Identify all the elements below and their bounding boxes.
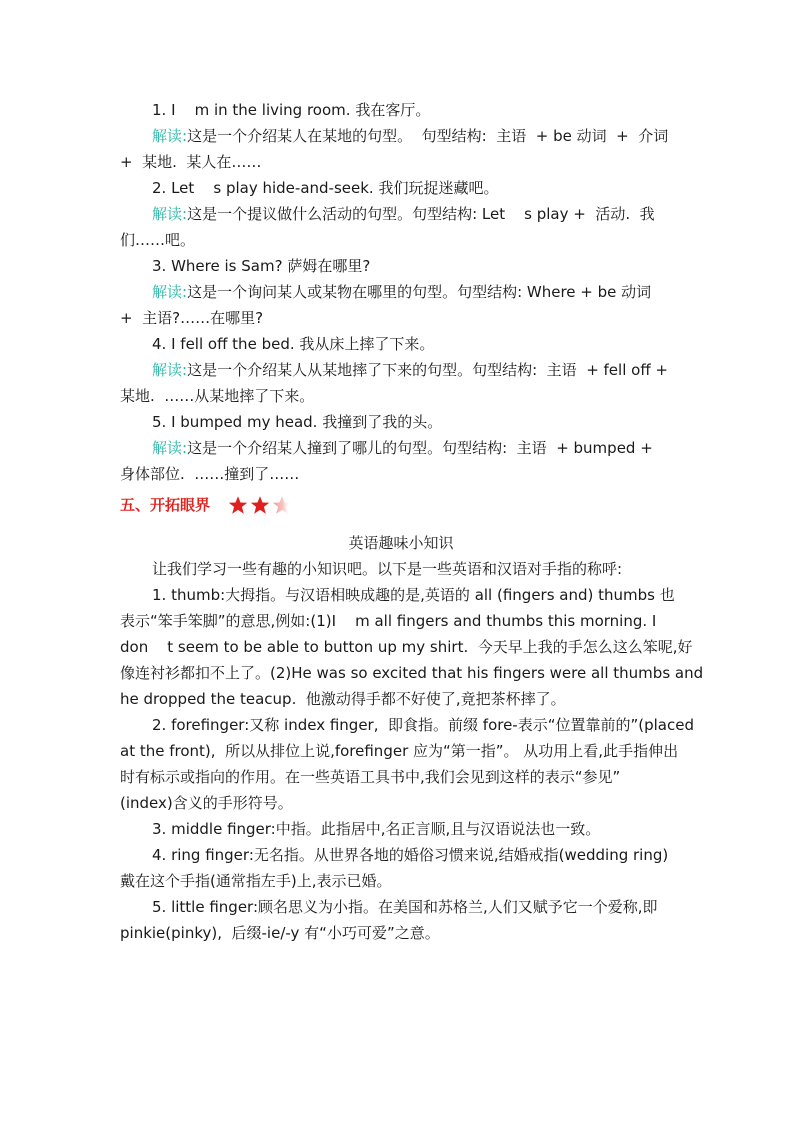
article-heading: 英语趣味小知识 [348,534,454,552]
sentence-chinese: 我们玩捉迷藏吧。 [378,179,499,197]
explanation-text: + 主语?……在哪里? [120,309,264,327]
article-line: 时有标示或指向的作用。在一些英语工具书中,我们会见到这样的表示“参见” [120,768,621,786]
explanation-line [120,435,682,461]
sentence-chinese: 萨姆在哪里? [287,257,371,275]
article-line: 表示“笨手笨脚”的意思,例如:(1)I m all fingers and thumbs this morning. I [120,612,657,630]
sentence-english: I m in the living room. [171,101,351,119]
article-line: he dropped the teacup. 他激动得手都不好使了,竟把茶杯摔了。 [120,690,566,708]
sentence-chinese: 我从床上摔了下来。 [299,335,435,353]
sentence-number: 2. [152,179,167,197]
article-line: at the front), 所以从排位上说,forefinger 应为“第一指”。 从功用上看,此手指伸出 [120,742,679,760]
sentence-line [120,409,682,435]
article-line: 5. little finger:顾名思义为小指。在美国和苏格兰,人们又赋予它一个爱称,即 [152,898,658,916]
star-half-icon [272,495,292,515]
explanation-text: 某地. ……从某地摔了下来。 [120,387,315,405]
article-line: 2. forefinger:又称 index finger, 即食指。前缀 fore-表示“位置靠前的”(placed [152,716,694,734]
article-line: 让我们学习一些有趣的小知识吧。以下是一些英语和汉语对手指的称呼: [152,560,623,578]
sentence-chinese: 我撞到了我的头。 [322,413,443,431]
article-line: 戴在这个手指(通常指左手)上,表示已婚。 [120,872,392,890]
article-line: pinkie(pinky), 后缀-ie/-y 有“小巧可爱”之意。 [120,924,440,942]
star-full-icon [228,495,248,515]
explanation-line [120,383,682,409]
star-full-icon [250,495,270,515]
sentence-line [120,97,682,123]
sentence-number: 1. [152,101,167,119]
section-title: 五、开拓眼界 [120,496,211,514]
section-heading [120,492,682,518]
explanation-line [120,461,682,487]
explanation-label: 解读: [152,127,188,145]
article-line: don t seem to be able to button up my shirt. 今天早上我的手怎么这么笨呢,好 [120,638,693,656]
sentence-line [120,175,682,201]
sentence-line [120,253,682,279]
article-line: 4. ring finger:无名指。从世界各地的婚俗习惯来说,结婚戒指(wedding ring) [152,846,669,864]
explanation-label: 解读: [152,283,188,301]
article-line: 1. thumb:大拇指。与汉语相映成趣的是,英语的 all (fingers and) thumbs 也 [152,586,675,604]
explanation-line [120,123,682,149]
sentence-number: 3. [152,257,167,275]
explanation-line [120,149,682,175]
sentence-english: Let s play hide-and-seek. [171,179,374,197]
explanation-line [120,305,682,331]
explanation-text: 这是一个介绍某人在某地的句型。 句型结构: 主语 + be 动词 + 介词 [187,127,669,145]
explanation-text: 们……吧。 [120,231,196,249]
sentence-english: Where is Sam? [171,257,283,275]
sentence-line [120,331,682,357]
article-body [120,556,704,946]
explanation-label: 解读: [152,361,188,379]
article-line: 像连衬衫都扣不上了。(2)He was so excited that his fingers were all thumbs and [120,664,704,682]
rating-stars [228,495,294,515]
explanation-text: 这是一个介绍某人从某地摔了下来的句型。句型结构: 主语 + fell off + [187,361,668,379]
sentence-english: I fell off the bed. [171,335,295,353]
explanation-label: 解读: [152,205,188,223]
document-page [120,97,704,946]
sentence-number: 5. [152,413,167,431]
explanation-label: 解读: [152,439,188,457]
explanation-line [120,279,682,305]
explanation-text: 这是一个询问某人或某物在哪里的句型。句型结构: Where + be 动词 [187,283,652,301]
explanation-line [120,357,682,383]
sentence-english: I bumped my head. [171,413,318,431]
explanation-text: 身体部位. ……撞到了…… [120,465,300,483]
explanation-line [120,201,682,227]
sentence-number: 4. [152,335,167,353]
article-line: (index)含义的手形符号。 [120,794,293,812]
explanation-text: 这是一个提议做什么活动的句型。句型结构: Let s play + 活动. 我 [187,205,655,223]
explanation-line [120,227,682,253]
explanation-text: + 某地. 某人在…… [120,153,262,171]
explanation-text: 这是一个介绍某人撞到了哪儿的句型。句型结构: 主语 + bumped + [187,439,653,457]
article-line: 3. middle finger:中指。此指居中,名正言顺,且与汉语说法也一致。 [152,820,601,838]
sentence-chinese: 我在客厅。 [355,101,431,119]
